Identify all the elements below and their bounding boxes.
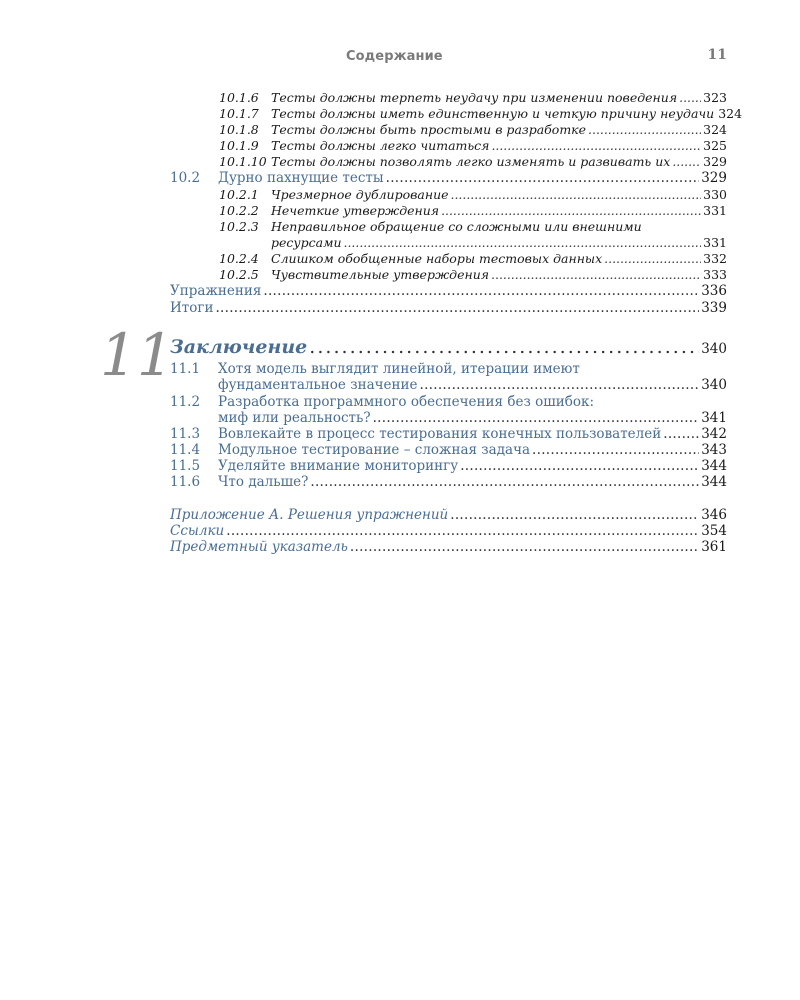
toc-entry-index[interactable] [170,539,727,555]
toc-entry-appendix-a[interactable] [170,507,727,523]
toc-entry-10-2-1[interactable] [219,187,727,203]
running-head-title: Содержание [346,49,443,64]
leader-dots [450,507,699,523]
toc-entry-11-3[interactable] [170,426,727,442]
toc-entry-11-6[interactable] [170,474,727,490]
toc-entry-10-2[interactable] [170,170,727,186]
toc-entry-exercises[interactable] [170,283,727,299]
leader-dots [386,170,700,186]
entry-number: 11.6 [170,474,201,490]
entry-title: Упражнения [170,283,262,299]
entry-number: 10.2.2 [219,203,259,218]
toc-entry-10-1-6[interactable] [219,90,727,106]
entry-page: 336 [701,283,727,299]
entry-title-line2: фундаментальное значение [218,377,418,393]
entry-page: 340 [701,341,727,357]
toc-entry-10-1-7[interactable] [219,106,743,122]
entry-title: Тесты должны быть простыми в разработке [271,122,587,137]
entry-title: Уделяйте внимание мониторингу [218,458,459,474]
entry-page: 343 [701,442,727,458]
entry-number: 11.5 [170,458,201,474]
entry-title: Тесты должны легко читаться [271,138,490,153]
leader-dots [679,90,701,105]
toc-entry-11-2-line2[interactable] [218,410,727,426]
leader-dots [491,267,701,282]
toc-entry-10-1-10[interactable] [219,154,727,170]
entry-title: Слишком обобщенные наборы тестовых данных [271,251,603,266]
entry-page: 344 [701,458,727,474]
entry-title: Тесты должны иметь единственную и четкую причину неудачи [271,106,715,121]
entry-title-line2: миф или реальность? [218,410,371,426]
entry-page: 341 [701,410,727,426]
leader-dots [663,426,699,442]
toc-entry-10-2-5[interactable] [219,267,727,283]
toc-entry-11-1-line2[interactable] [218,377,727,393]
entry-title: Приложение А. Решения упражнений [170,507,449,523]
leader-dots [460,458,699,474]
entry-number: 11.2 [170,394,201,410]
leader-dots [532,442,699,458]
entry-number: 10.2.3 [219,219,259,234]
leader-dots [588,122,701,137]
leader-dots [215,300,699,316]
entry-number: 10.1.6 [219,90,259,105]
leader-dots [344,235,702,250]
entry-number: 10.1.10 [219,154,267,169]
entry-number: 10.2.4 [219,251,259,266]
entry-page: 342 [701,426,727,442]
entry-number: 11.1 [170,361,201,377]
leader-dots [420,377,700,393]
toc-entry-references[interactable] [170,523,727,539]
leader-dots [441,203,701,218]
entry-title-line2: ресурсами [271,235,342,250]
entry-page: 324 [718,106,743,121]
entry-title: Ссылки [170,523,225,539]
entry-page: 329 [701,170,727,186]
entry-title: Нечеткие утверждения [271,203,440,218]
entry-title: Чувствительные утверждения [271,267,490,282]
entry-number: 10.2.5 [219,267,259,282]
toc-entry-summary[interactable] [170,300,727,316]
entry-title-line1: Разработка программного обеспечения без ошибок: [218,394,595,410]
leader-dots [309,336,699,358]
leader-dots [491,138,701,153]
entry-title: Чрезмерное дублирование [271,187,449,202]
entry-number: 10.1.8 [219,122,259,137]
entry-page: 354 [701,523,727,539]
entry-page: 331 [703,203,727,218]
entry-page: 340 [701,377,727,393]
entry-title-line1: Хотя модель выглядит линейной, итерации имеют [218,361,580,377]
leader-dots [350,539,699,555]
entry-page: 333 [703,267,727,282]
entry-title: Тесты должны позволять легко изменять и развивать их [271,154,671,169]
leader-dots [373,410,700,426]
entry-page: 324 [703,122,727,137]
toc-entry-11-4[interactable] [170,442,727,458]
leader-dots [226,523,699,539]
entry-page: 331 [703,235,727,250]
toc-entry-10-2-2[interactable] [219,203,727,219]
toc-entry-11-1-line1[interactable] [170,361,580,377]
entry-number: 11.3 [170,426,201,442]
toc-entry-chapter-11[interactable] [170,336,727,360]
entry-number: 10.1.7 [219,106,259,121]
toc-entry-11-2-line1[interactable] [170,394,594,410]
entry-title: Вовлекайте в процесс тестирования конечных пользователей [218,426,662,442]
entry-number: 10.2.1 [219,187,259,202]
chapter-title: Заключение [170,336,308,358]
entry-page: 330 [703,187,727,202]
entry-page: 325 [703,138,727,153]
entry-title: Предметный указатель [170,539,348,555]
leader-dots [263,283,699,299]
entry-page: 344 [701,474,727,490]
running-head [0,0,800,64]
toc-entry-10-1-8[interactable] [219,122,727,138]
entry-title-line1: Неправильное обращение со сложными или внешними [271,219,642,234]
toc-entry-10-2-3-line1[interactable] [219,219,727,234]
entry-page: 339 [701,300,727,316]
leader-dots [451,187,702,202]
toc-entry-10-2-4[interactable] [219,251,727,267]
entry-title: Тесты должны терпеть неудачу при изменении поведения [271,90,678,105]
entry-number: 10.1.9 [219,138,259,153]
toc-entry-11-5[interactable] [170,458,727,474]
toc-entry-10-1-9[interactable] [219,138,727,154]
entry-page: 323 [703,90,727,105]
entry-title: Дурно пахнущие тесты [218,170,384,186]
entry-number: 11.4 [170,442,201,458]
entry-page: 361 [701,539,727,555]
entry-title: Итоги [170,300,214,316]
entry-page: 329 [703,154,727,169]
chapter-number: 11 [100,321,174,389]
leader-dots [604,251,701,266]
leader-dots [672,154,701,169]
entry-page: 332 [703,251,727,266]
running-head-page-number: 11 [707,47,727,63]
toc-entry-10-2-3-line2[interactable] [271,235,727,251]
entry-title: Модульное тестирование – сложная задача [218,442,531,458]
entry-page: 346 [701,507,727,523]
entry-number: 10.2 [170,170,201,186]
leader-dots [310,474,699,490]
entry-title: Что дальше? [218,474,309,490]
